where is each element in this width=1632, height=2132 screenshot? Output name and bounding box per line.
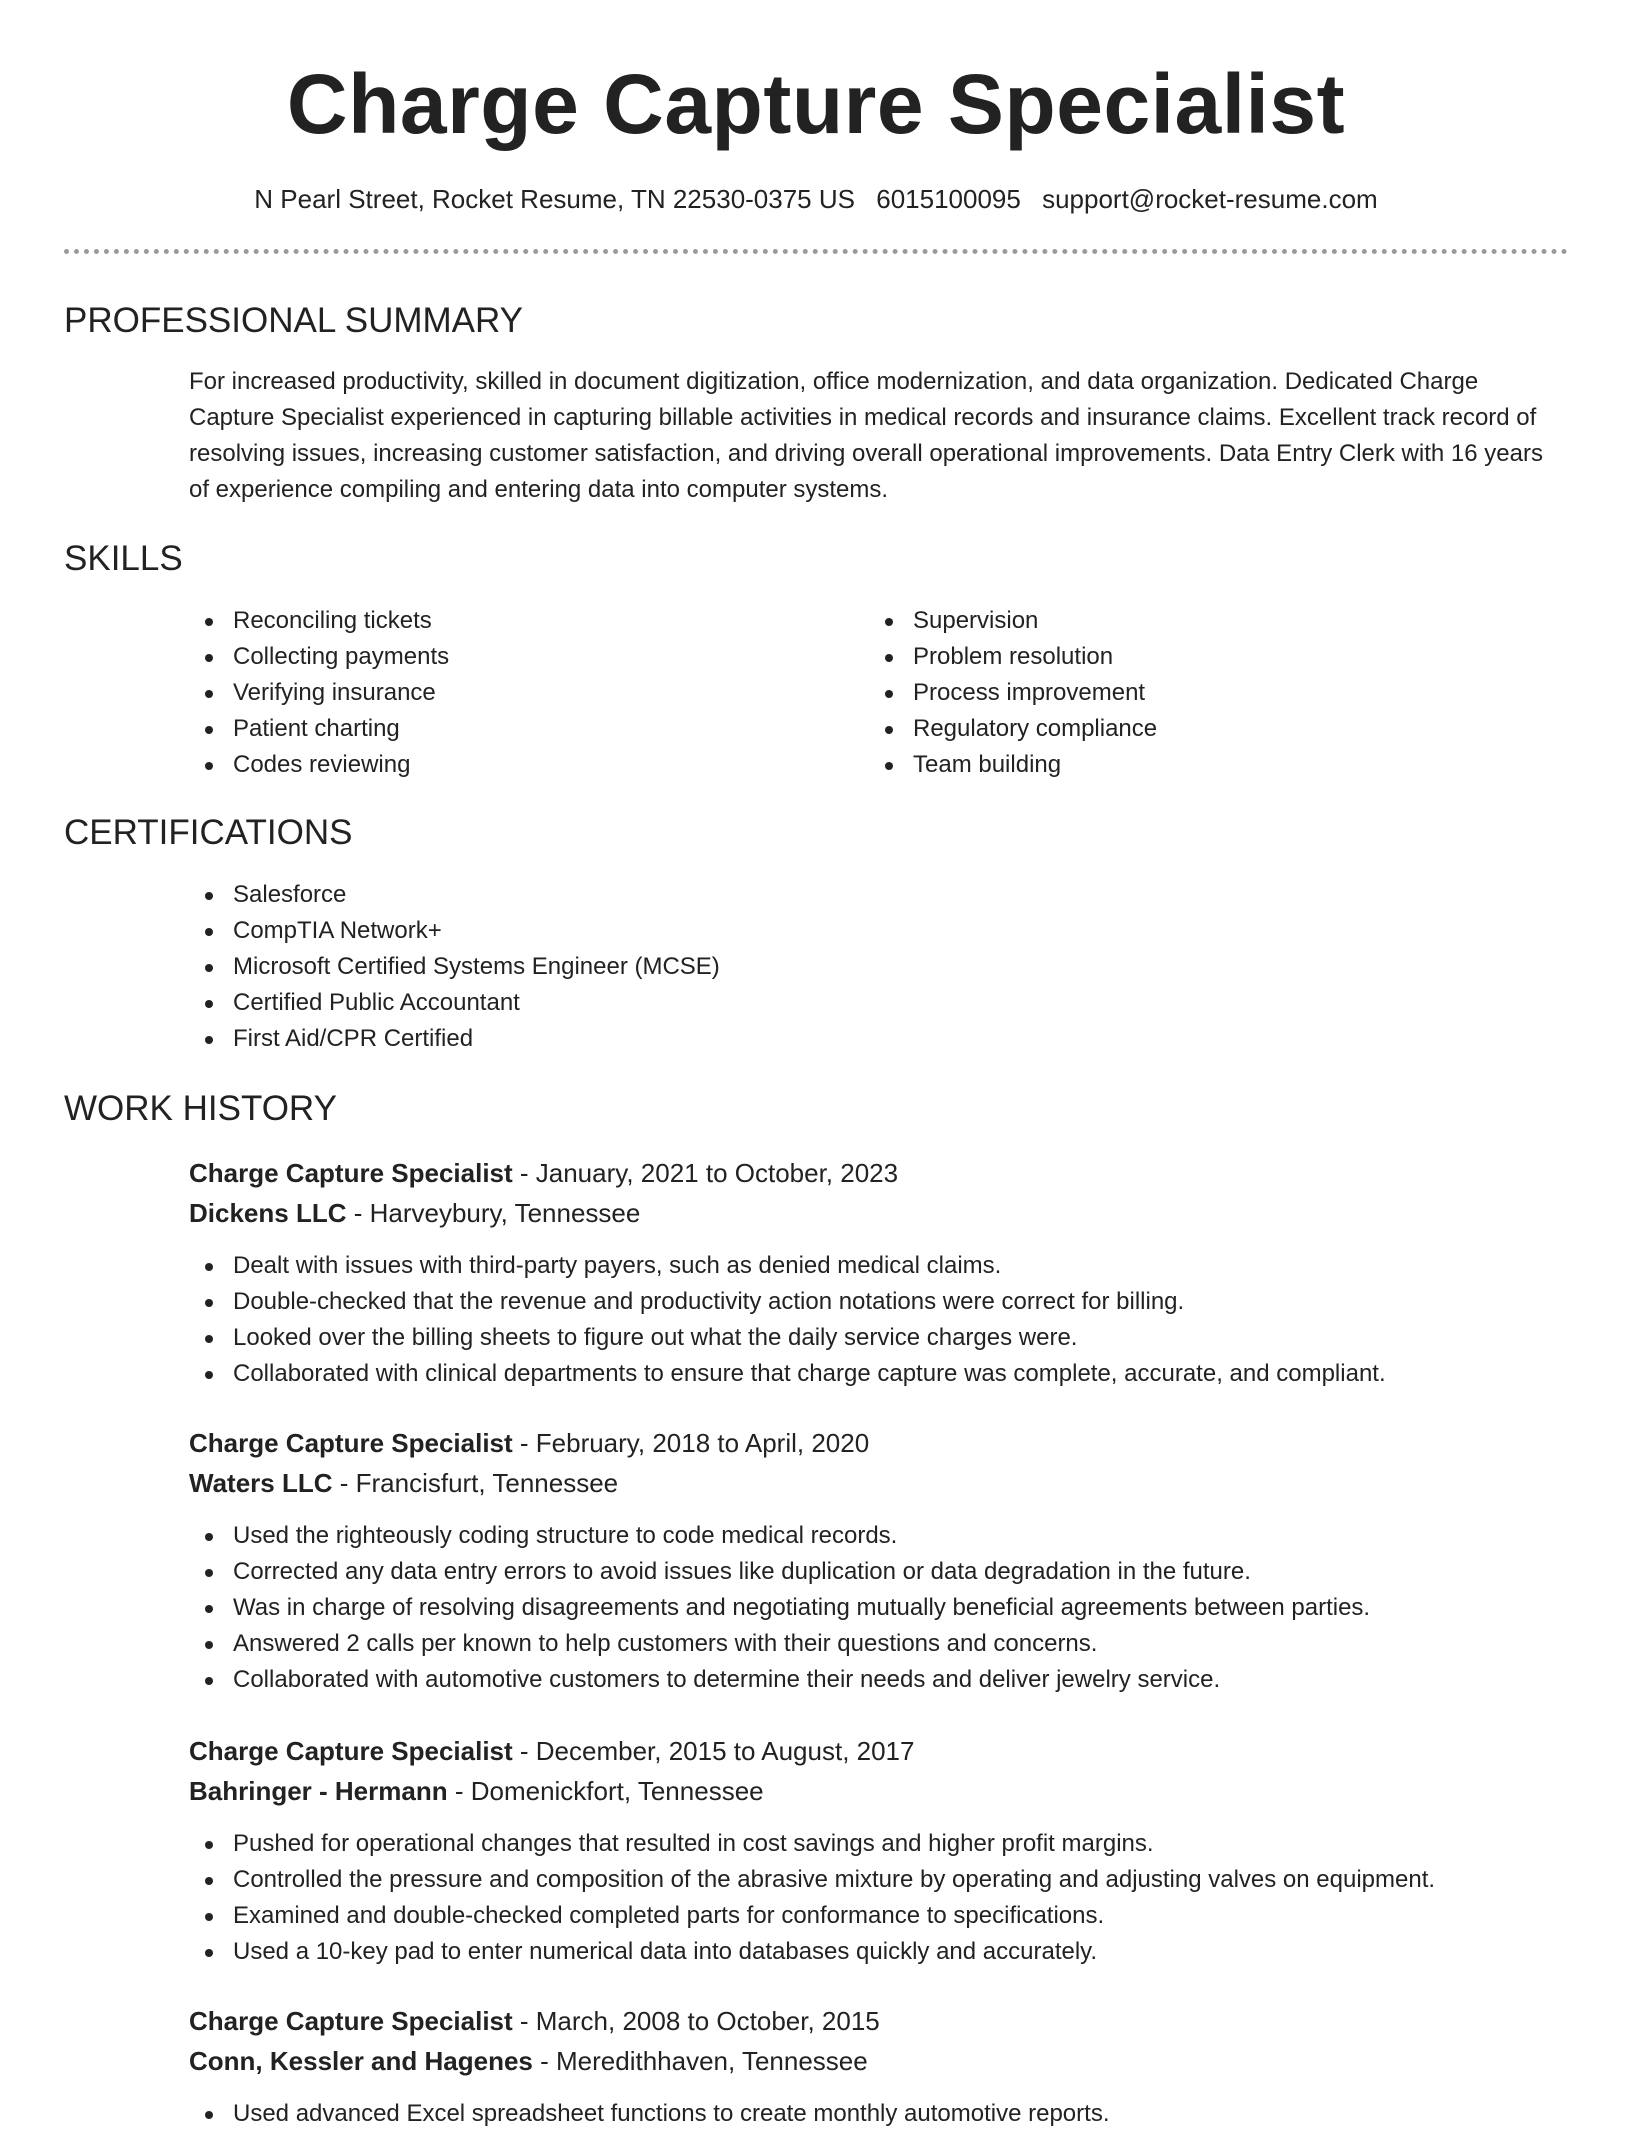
job-bullet: Dealt with issues with third-party payers, such as denied medical claims.	[189, 1248, 1386, 1284]
job-bullet: Controlled the pressure and composition of the abrasive mixture by operating and adjusting valves on equipment.	[189, 1862, 1435, 1898]
job-company: Conn, Kessler and Hagenes	[189, 2046, 533, 2076]
certification-item: Certified Public Accountant	[189, 985, 720, 1021]
certifications-heading: CERTIFICATIONS	[64, 813, 353, 852]
job-bullet: Used advanced Excel spreadsheet functions to create monthly automotive reports.	[189, 2096, 1109, 2132]
skill-item: Supervision	[869, 603, 1157, 639]
job-location: - Francisfurt, Tennessee	[332, 1468, 619, 1498]
job-bullets	[189, 1248, 1386, 1392]
contact-phone: 6015100095	[876, 184, 1021, 214]
job-company: Bahringer - Hermann	[189, 1776, 448, 1806]
job-title-line	[189, 1731, 914, 1771]
job-bullet: Examined and double-checked completed parts for conformance to specifications.	[189, 1898, 1435, 1934]
header-divider	[64, 249, 1568, 254]
job-bullets	[189, 1826, 1435, 1970]
summary-heading: PROFESSIONAL SUMMARY	[64, 301, 523, 340]
job-role: Charge Capture Specialist	[189, 1736, 513, 1766]
job-company-line	[189, 1771, 764, 1811]
skills-list-left	[189, 603, 449, 783]
job-bullet: Used a 10-key pad to enter numerical data into databases quickly and accurately.	[189, 1934, 1435, 1970]
contact-address: N Pearl Street, Rocket Resume, TN 22530-0375 US	[254, 184, 855, 214]
job-role: Charge Capture Specialist	[189, 1428, 513, 1458]
certification-item: CompTIA Network+	[189, 913, 720, 949]
job-bullet: Looked over the billing sheets to figure out what the daily service charges were.	[189, 1320, 1386, 1356]
job-company-line	[189, 1193, 640, 1233]
job-role: Charge Capture Specialist	[189, 2006, 513, 2036]
job-location: - Domenickfort, Tennessee	[447, 1776, 764, 1806]
job-dates: - January, 2021 to October, 2023	[512, 1158, 899, 1188]
job-company-line	[189, 1463, 618, 1503]
job-bullet: Collaborated with automotive customers to determine their needs and deliver jewelry service.	[189, 1662, 1370, 1698]
skill-item: Collecting payments	[189, 639, 449, 675]
certifications-list	[189, 877, 720, 1057]
job-company: Waters LLC	[189, 1468, 333, 1498]
certification-item: Microsoft Certified Systems Engineer (MCSE)	[189, 949, 720, 985]
skill-item: Process improvement	[869, 675, 1157, 711]
job-company: Dickens LLC	[189, 1198, 347, 1228]
skill-item: Codes reviewing	[189, 747, 449, 783]
summary-text: For increased productivity, skilled in document digitization, office modernization, and data organization. Dedicated Charge Capture Specialist experienced in capturing billable activities in medical records and insurance claims. Excellent track record of resolving issues, increasing customer satisfaction, and driving overall operational improvements. Data Entry Clerk with 16 years of experience compiling and entering data into computer systems.	[189, 368, 1543, 503]
skills-heading: SKILLS	[64, 539, 183, 578]
job-bullet: Was in charge of resolving disagreements and negotiating mutually beneficial agreements between parties.	[189, 1590, 1370, 1626]
job-bullet: Double-checked that the revenue and productivity action notations were correct for billing.	[189, 1284, 1386, 1320]
job-bullet: Used the righteously coding structure to code medical records.	[189, 1518, 1370, 1554]
job-bullets	[189, 2096, 1109, 2132]
job-title-line	[189, 2001, 880, 2041]
job-title-line	[189, 1423, 869, 1463]
job-location: - Meredithhaven, Tennessee	[532, 2046, 868, 2076]
skill-item: Regulatory compliance	[869, 711, 1157, 747]
job-dates: - February, 2018 to April, 2020	[512, 1428, 870, 1458]
job-title-line	[189, 1153, 898, 1193]
job-dates: - December, 2015 to August, 2017	[512, 1736, 915, 1766]
resume-name: Charge Capture Specialist	[286, 57, 1346, 151]
certification-item: First Aid/CPR Certified	[189, 1021, 720, 1057]
skill-item: Verifying insurance	[189, 675, 449, 711]
skill-item: Reconciling tickets	[189, 603, 449, 639]
certification-item: Salesforce	[189, 877, 720, 913]
job-bullet: Corrected any data entry errors to avoid issues like duplication or data degradation in the future.	[189, 1554, 1370, 1590]
contact-info	[0, 182, 1632, 216]
job-bullets	[189, 1518, 1370, 1698]
skill-item: Team building	[869, 747, 1157, 783]
job-company-line	[189, 2041, 868, 2081]
job-bullet: Collaborated with clinical departments to ensure that charge capture was complete, accurate, and compliant.	[189, 1356, 1386, 1392]
skill-item: Problem resolution	[869, 639, 1157, 675]
job-bullet: Pushed for operational changes that resulted in cost savings and higher profit margins.	[189, 1826, 1435, 1862]
contact-email: support@rocket-resume.com	[1042, 184, 1378, 214]
job-bullet: Answered 2 calls per known to help customers with their questions and concerns.	[189, 1626, 1370, 1662]
skill-item: Patient charting	[189, 711, 449, 747]
skills-list-right	[869, 603, 1157, 783]
work-history-heading: WORK HISTORY	[64, 1089, 337, 1128]
job-location: - Harveybury, Tennessee	[346, 1198, 641, 1228]
job-dates: - March, 2008 to October, 2015	[512, 2006, 880, 2036]
job-role: Charge Capture Specialist	[189, 1158, 513, 1188]
